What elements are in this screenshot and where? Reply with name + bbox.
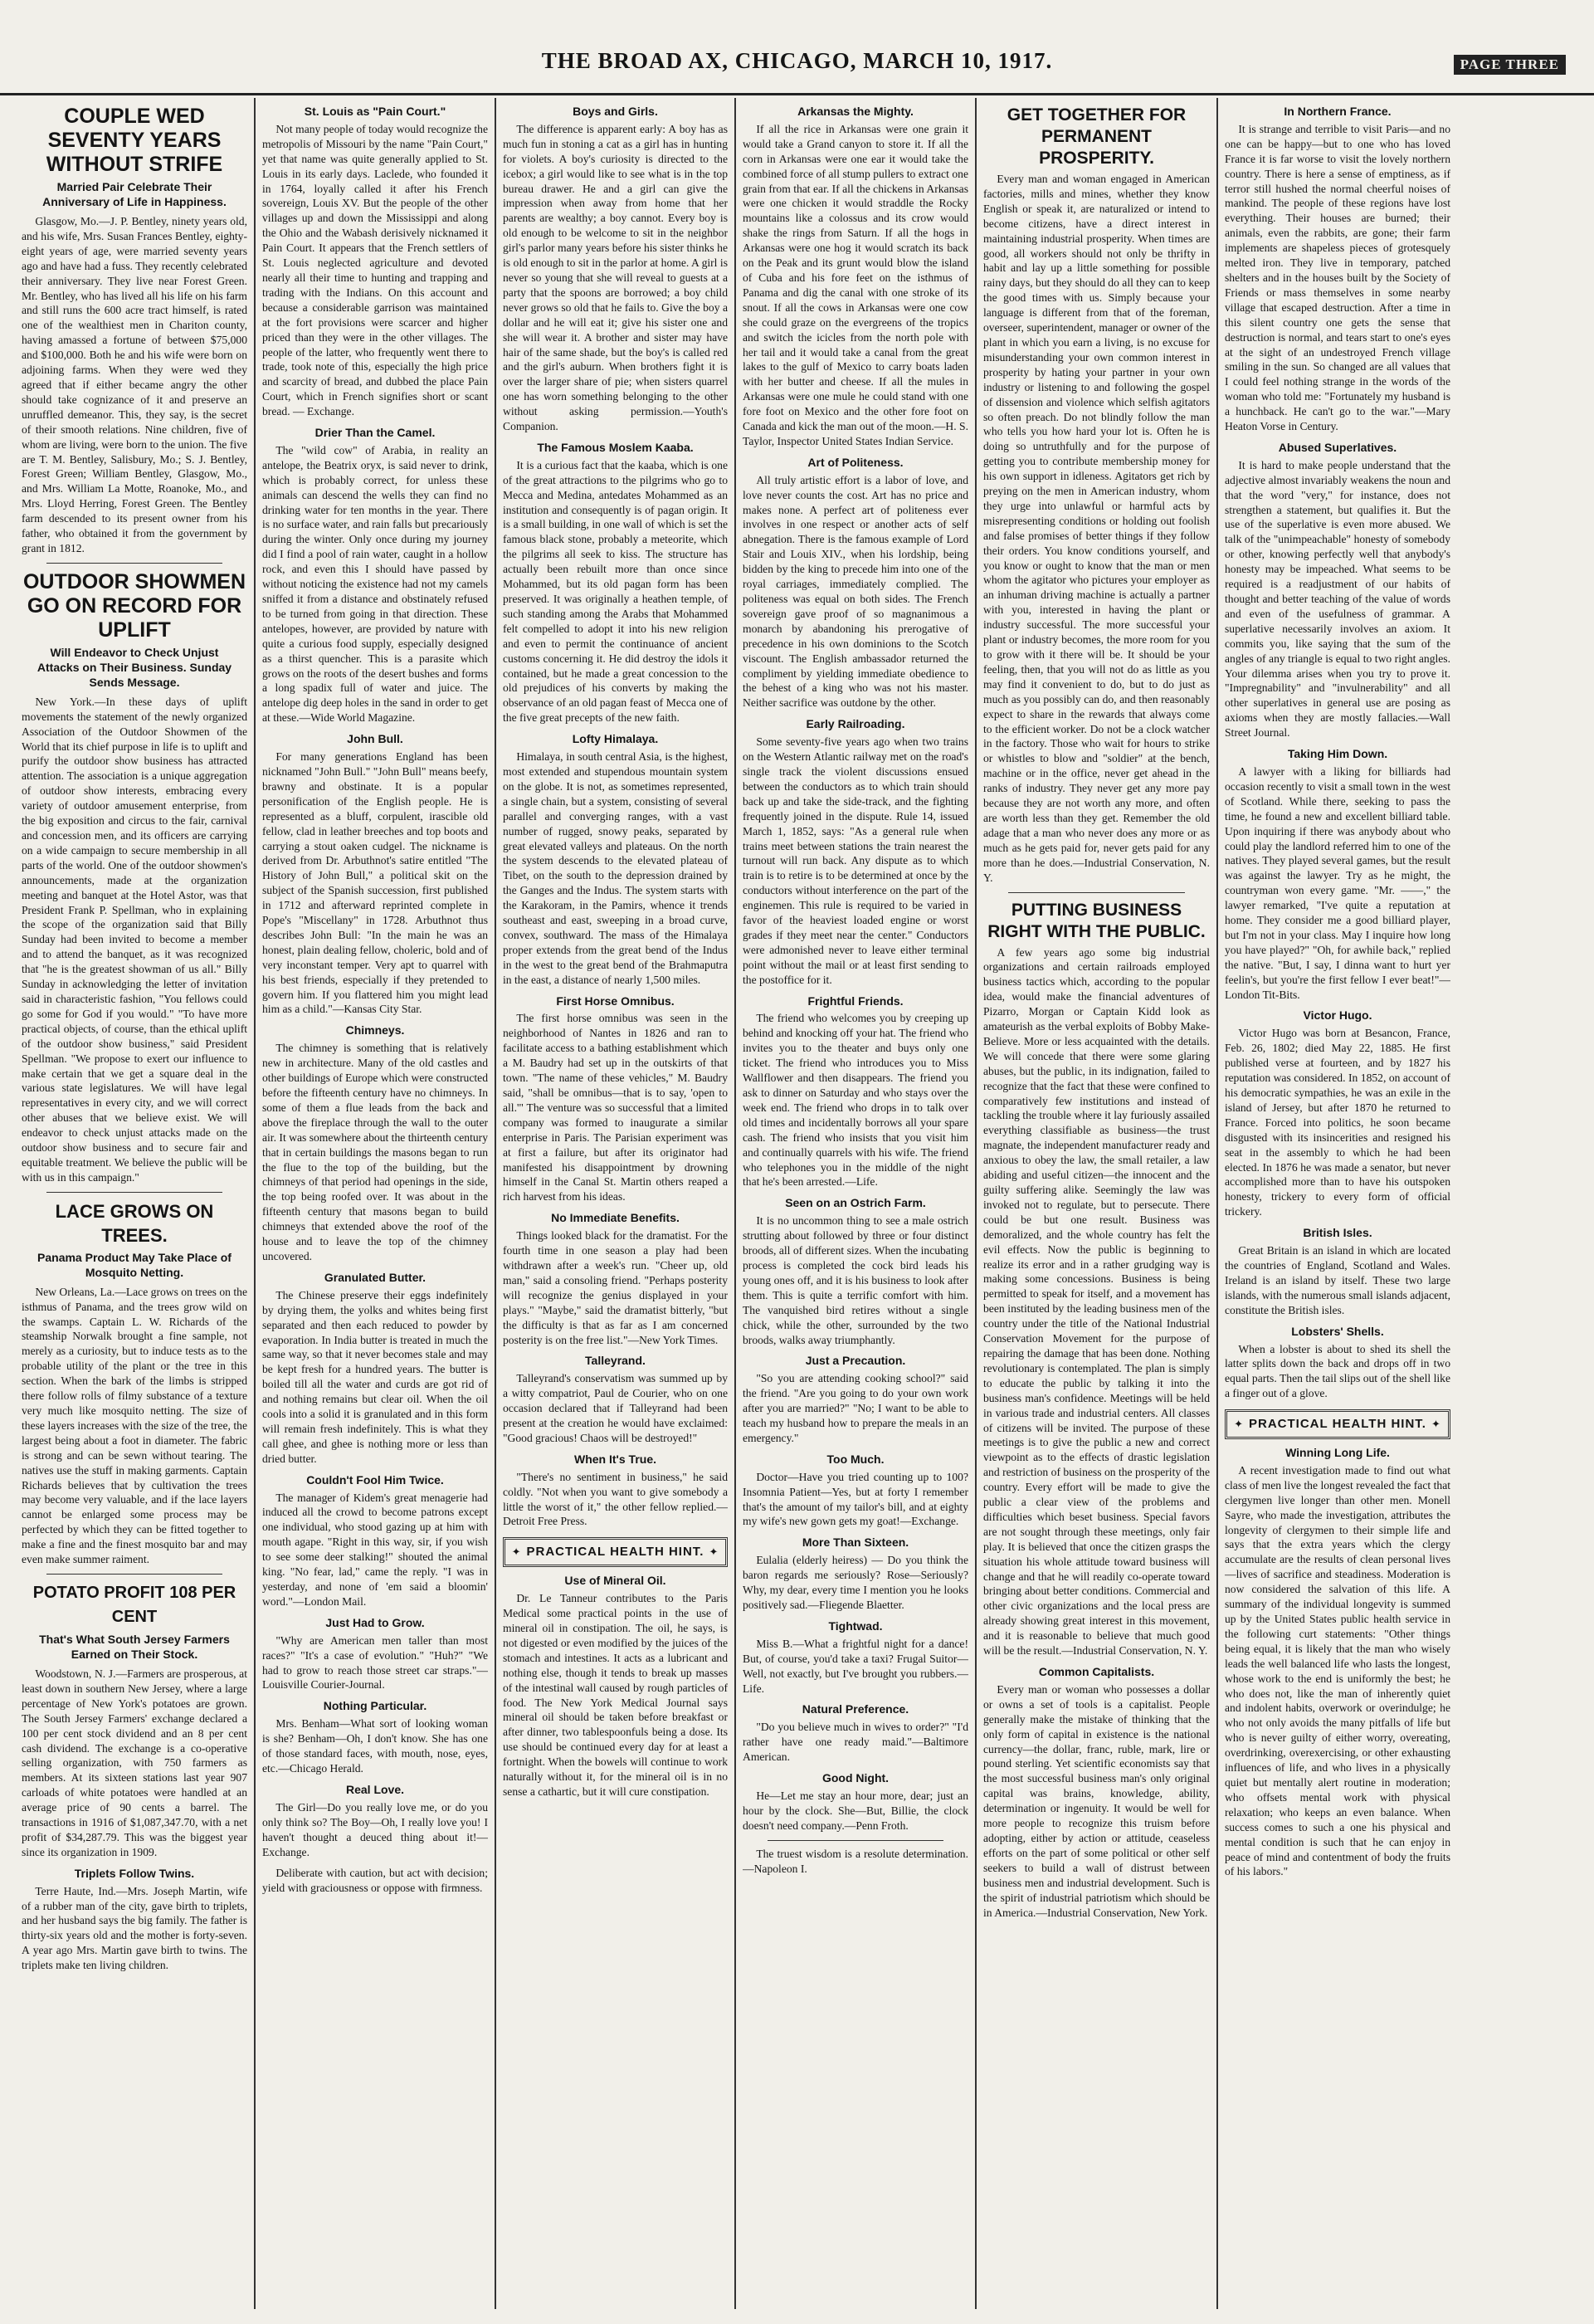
article-text: It is strange and terrible to visit Paris—and no one can be happy—but to one who has loved France it is far worse to visit the lovely northern country. There is here a sense of emptiness, as if terror still hushed the normal cheerful noises of mankind. The people of these regions have lost everything. Their houses are burned; their animals, even the rabbits, are gone; their farm implements are shapeless pieces of grotesquely melted iron. They live in temporary, patched shelters and in the houses built by the Society of Friends or mass themselves in some nearby village that escaped destruction. After a time in this silent country one gets the sense that destruction is normal, and tears start to one's eyes at the sight of an undestroyed French village smiling in the sun. So changed are all values that I could feel nothing strange in the words of the woman who told me: "Fortunately my husband is a hunchback. He can't go to the war."—Mary Heaton Vorse in Century. — [1225, 122, 1450, 433]
article-text: "There's no sentiment in business," he said coldly. "Not when you want to give somebody a little the worst of it," the other fellow replied.—Detroit Free Press. — [503, 1470, 728, 1528]
health-hint-box — [1225, 1409, 1450, 1439]
article — [1225, 1342, 1450, 1402]
article — [983, 945, 1210, 1659]
article-text: "So you are attending cooking school?" said the friend. "Are you going to do your own work after you are married?" "No; I want to be able to teach my husband how to prepare the meals in an emergency." — [743, 1372, 968, 1444]
article-text: For many generations England has been nicknamed "John Bull." "John Bull" means beefy, brawny and obstinate. It is a popular personification of the English people. He is represented as a bluff, corpulent, irascible old fellow, clad in leather breeches and top boots and carrying a stout oaken cudgel. The nickname is derived from Dr. Arbuthnot's satire entitled "The History of John Bull," a political skit on the subject of the Spanish succession, first published in 1712 and afterward reprinted complete in Pope's "Miscellany" in 1728. Arbuthnot thus describes John Bull: "In the main he was an honest, plain dealing fellow, choleric, bold and of very inconstant temper. Very apt to quarrel with his best friends, especially if they pretended to govern him. If you flattered him you might lead him as a child."—Kansas City Star. — [262, 750, 488, 1016]
headline: First Horse Omnibus. — [556, 994, 675, 1008]
article — [262, 1288, 488, 1467]
headline: No Immediate Benefits. — [551, 1211, 680, 1225]
article — [22, 1884, 247, 1973]
article-text: New Orleans, La.—Lace grows on trees on the isthmus of Panama, and the trees grow wild on the swamps. Captain L. W. Richards of the steamship Norwalk brought a fine sample, not merely as a curiosity, but to induce tests as to the probable utility of the plant or the tree in this section. When the bark of the limbs is stripped there follow rolls of filmy substance of a texture very much like mosquito netting. The size of these layers increases with the size of the tree, the largest being about a foot in diameter. The fabric is strong and can be sewn without tearing. The natives use the stuff in making garments. Captain Richards believes that by cultivation the trees may become very valuable, and if the lace layers cannot be enlarged some process may be perfected by which they can be fitted together to make a fine and the finest mosquito bar and may even make summer raiment. — [22, 1285, 247, 1566]
article — [983, 172, 1210, 886]
headline: Couldn't Fool Him Twice. — [306, 1472, 444, 1487]
article-text: He—Let me stay an hour more, dear; just an hour by the clock. She—But, Billie, the clock doesn't need company.—Penn Froth. — [743, 1789, 968, 1832]
article — [22, 214, 247, 556]
divider — [46, 1574, 222, 1575]
headline: Good Night. — [821, 1771, 890, 1785]
column-4 — [743, 98, 968, 2309]
headline: Abused Superlatives. — [1278, 440, 1397, 454]
column-3 — [503, 98, 728, 2309]
article-text: Glasgow, Mo.—J. P. Bentley, ninety years old, and his wife, Mrs. Susan Frances Bentley, eighty-eight years of age, were married seventy years ago and have had a fuss. They recently celebrated their anniversary. They live near Forest Green. Mr. Bentley, who has lived all his life on his farm and still runs the 600 acre tract himself, is rated one of the wealthiest men in Chariton county, having amassed a fortune of between $75,000 and $100,000. Both he and his wife were born on adjoining farms. When they were wed they agreed that if either became angry the other should take cognizance of it and preserve an unruffled demeanor. This, they say, is the secret of their smooth relations. Nine children, five of whom are living, were born to the union. The five are T. M. Bentley, Salisbury, Mo.; S. J. Bentley, Forest Green; William Bentley, Glasgow, Mo., and Mrs. William La Motte, Roanoke, Mo., and Mrs. Lloyd Herring, Forest Green. The Bentley farm descended to its present owner from his father, who obtained it from the government by grant in 1812. — [22, 215, 247, 554]
article-text: The "wild cow" of Arabia, in reality an antelope, the Beatrix oryx, is said never to drink, which is probably correct, for unless these animals can descend the wells they can find no drinking water for ten months in the year. There is no surface water, and rain falls but precariously during the winter. Only once during my journey did I find a pool of rain water, caught in a hollow rock, and even this I should have passed by without noticing the existence had not my camels sniffed it from a distance and obstinately refused to be turned from going in that direction. These antelopes, however, are provided by nature with quite a curious food supply, especially designed as a thirst quencher. This is a parasite which grows on the roots of the desert bushes and forms a long spadix full of water and juice. The antelope dig deep holes in the sand in order to get at these.—Wide World Magazine. — [262, 443, 488, 725]
column-rule — [254, 98, 256, 2309]
headline: Just Had to Grow. — [325, 1615, 425, 1629]
column-5 — [983, 98, 1210, 2309]
headline: Use of Mineral Oil. — [564, 1574, 666, 1588]
column-rule — [1216, 98, 1218, 2309]
divider — [1008, 892, 1185, 893]
article — [262, 1041, 488, 1264]
article-text: The first horse omnibus was seen in the neighborhood of Nantes in 1826 and ran to facilitate access to a bathing establishment which a M. Baudry had set up in the outskirts of that town. "The name of these vehicles," M. Baudry said, "shall be omnibus—that is to say, 'open to all.'" The venture was so successful that a limited company was formed to inaugurate a similar enterprise in Paris. The Parisian experiment was at first a failure, but after its originator had manifested his disappointment by drowning himself in the Canal St. Martin others reaped a rich harvest from his ideas. — [503, 1012, 728, 1204]
subheadline: Will Endeavor to Check Unjust Attacks on Their Business. Sunday Sends Message. — [37, 645, 232, 689]
article-text: Every man or woman who possesses a dollar or owns a set of tools is a capitalist. People generally make the mistake of thinking that the only form of capital in existence is the national currency—the dollar, franc, ruble, mark, lire or pound sterling. Yet scientific economists say that the most successful business man's only original capital was brains, knowledge, ability, determination or ingenuity. It would be well for more people to recognize this truism before adopting, either by action or attitude, ceaseless efforts on the part of some political or other self seekers to build a wall of distrust between business men and industrial development. Such is the spirit of industrial patriotism which should be in America.—Industrial Conservation, New York. — [983, 1682, 1210, 1919]
article — [262, 1716, 488, 1776]
article — [22, 1285, 247, 1567]
headline: Real Love. — [345, 1782, 405, 1796]
article-text: A few years ago some big industrial organizations and certain railroads employed business tactics which, according to the popular idea, would make the financial adventures of Pizarro, Morgan or Captain Kidd look as amateurish as the verbal exploits of Bobby Make-Believe. More or less acquainted with the details. We will concede that there were some glaring abuses, but the public, in its indignation, failed to recognize that the fact that these were confined to comparatively few institutions and instead of tackling the trouble where it lay furiously assailed everything classifiable as business—the trust magnate, the independent manufacturer ready and anxious to obey the law, the small retailer, a law abiding and useful citizen—the innocent and the guilty suffering alike. Seemingly the law was invoked not to regulate, but to persecute. There could be but one result. Business was demoralized, and the whole country has felt the evil effects. Now the public is beginning to realize its error and in a rather grudging way is making some concessions. Business is being permitted to speak for itself, and a movement has been instituted by the leading business men of the country under the title of the National Industrial Conservation Movement for the purpose of repairing the damage that has been done. Nothing revolutionary is contemplated. The plan is simply to educate the public by talking it into the business man's confidence. Meetings will be held in various trade and industrial centers. All classes of citizens will be invited. The purpose of these meetings is to give the public a new and correct viewpoint as to the effects of drastic legislation and restriction of business on the prosperity of the country. Every effort will be made to give the public a clear view of the problems and difficulties which beset business. Special favors are not sought through these meetings, only fair play. It is believed that once the citizen grasps the situation his whole attitude toward business will change and that he will readily co-operate toward bringing about better conditions. Commercial and other civic organizations and the local press are already showing great interest in this movement, and it is reasonable to believe that much good will be the result.—Industrial Conservation, N. Y. — [983, 945, 1210, 1658]
column-rule — [975, 98, 977, 2309]
article-text: A lawyer with a liking for billiards had occasion recently to visit a small town in the west of Scotland. While there, seeking to pass the time, he found a new and excellent billiard table. Upon inquiring if there was anybody about who could play the landlord referred him to one of the natives. They played several games, but the result was against the lawyer. Try as he might, the countryman won every game. "Mr. ——," the lawyer remarked, "I've quite a reputation at home. They consider me a good billiard player, but I'm not in your class. May I inquire how long you have played?" "Oh, for awhile back," replied the native. "But, I say, I dinna want to hurt yer feelin's, but you're the first fellow I ever beat!"—London Tit-Bits. — [1225, 764, 1450, 1001]
article — [262, 443, 488, 725]
article-text: Himalaya, in south central Asia, is the highest, most extended and stupendous mountain system on the globe. It is not, as sometimes represented, a single chain, but a system, consisting of several parallel and converging ranges, with a vast number of rugged, snowy peaks, separated by great elevated valleys and plateaus. On the north the system descends to the elevated plateau of Tibet, on the south to the depression drained by the Ganges and the Indus. The system starts with the Karakoram, in the Pamirs, whence it trends southeast and east, sweeping in a broad curve, convex, southward. The mass of the Himalaya proper extends from the great bend of the Indus in the west to the great bend of the Brahmaputra in the east, a distance of nearly 1,500 miles. — [503, 750, 728, 986]
article-text: Woodstown, N. J.—Farmers are prosperous, at least down in southern New Jersey, where a large percentage of New York's potatoes are grown. The South Jersey Farmers' exchange declared a 100 per cent stock dividend and an 8 per cent cash dividend. The exchange is a co-operative selling organization, with 750 farmers as members. At its sixteen stations last year 907 carloads of white potatoes were handled at an average price of 90 cents a barrel. The transactions in 1916 of $1,087,347.70, with a net profit of $34,287.79. This was the biggest year since its organization in 1909. — [22, 1667, 247, 1858]
column-6 — [1225, 98, 1450, 2309]
article — [1225, 1026, 1450, 1219]
headline: Seen on an Ostrich Farm. — [785, 1196, 926, 1210]
article-text: Deliberate with caution, but act with decision; yield with graciousness or oppose with firmness. — [262, 1867, 488, 1895]
article — [503, 1371, 728, 1446]
article — [262, 1633, 488, 1693]
divider — [768, 1840, 943, 1841]
article-text: Victor Hugo was born at Besancon, France, Feb. 26, 1802; died May 22, 1885. He first published verse at fourteen, and by 1827 his reputation was considered. In 1852, on account of his democratic sympathies, he was an exile in the island of Jersey, but after 1870 he returned to France. Forced into politics, he soon became disgusted with its insincerities and resigned his seat in the assembly to which he had been elected. In 1876 he was made a senator, but never accomplished more than to have his outspoken honesty, trickery to every form of official trickery. — [1225, 1027, 1450, 1218]
subheadline: Panama Product May Take Place of Mosquito Netting. — [37, 1250, 232, 1279]
article-text: "Do you believe much in wives to order?" "I'd rather have one ready maid."—Baltimore American. — [743, 1721, 968, 1764]
article-text: Eulalia (elderly heiress) — Do you think the baron regards me seriously? Rose—Seriously? Why, my dear, every time I mention you he looks positively sad.—Fliegende Blaetter. — [743, 1554, 968, 1611]
article — [262, 1491, 488, 1609]
article-text: New York.—In these days of uplift movements the statement of the newly organized Association of the Outdoor Showmen of the World that its chief purpose in life is to uplift and purify the outdoor show business has attracted attention. The association is a unique aggregation of outdoor show interests, embracing every variety of outdoor amusement enterprise, from the big exposition and circus to the fair, carnival and concession men, and its officers are carrying on a wide campaign to secure membership in all parts of the world. One of the outdoor showmen's announcements, made at the organization meeting and banquet at the Hotel Astor, was that President Frank P. Spellman, who in explaining the scope of the organization said that Billy Sunday had been invited to become a member and to attend the banquet, as it was recognized that "he is the greatest showman of us all." Billy Sunday in acknowledging the letter of invitation said in characteristic fashion, "You fellows could go some for God if you would." "To have more practical objects, of course, than the ethical uplift of the outdoor show business," said President Spellman. "We propose to exert our influence to make certain that we get a square deal in the various state legislatures. We will have legal representatives in every city, and we will correct other abuses that we believe exist. We will endeavor to check unjust attacks made on the outdoor show business and to secure fair and equitable treatment. We believe the public will be with us in this campaign." — [22, 695, 247, 1184]
star-icon: ✦ — [709, 1545, 719, 1559]
headline: In Northern France. — [1284, 105, 1392, 118]
column-1 — [22, 98, 247, 2309]
article-text: Things looked black for the dramatist. For the fourth time in one season a play had been withdrawn after a week's run. "Cheer up, old man," said a consoling friend. "Perhaps posterity will recognize the genius displayed in your plays." "Maybe," said the dramatist bitterly, "but the difficulty is that as far as I am concerned posterity is on the free list."—New York Times. — [503, 1229, 728, 1346]
headline: Chimneys. — [345, 1023, 405, 1038]
headline: Taking Him Down. — [1287, 747, 1388, 761]
divider — [46, 1192, 222, 1193]
article — [1225, 1243, 1450, 1318]
headline: When It's True. — [573, 1452, 656, 1466]
article — [22, 1667, 247, 1860]
headline: GET TOGETHER FOR PERMANENT PROSPERITY. — [1007, 105, 1187, 168]
article — [262, 122, 488, 419]
box-title: PRACTICAL HEALTH HINT. — [1249, 1417, 1426, 1432]
article-text: Great Britain is an island in which are located the countries of England, Scotland and Wales. Ireland is an island by itself. These two large islands, with the numerous small islands adjacent, constitute the British isles. — [1225, 1244, 1450, 1316]
article — [503, 458, 728, 725]
article-text: Miss B.—What a frightful night for a dance! But, of course, you'd take a taxi? Frugal Suitor—Well, not exactly, but I've brought you rubbers.—Life. — [743, 1637, 968, 1695]
masthead-title: THE BROAD AX, CHICAGO, MARCH 10, 1917. — [541, 48, 1053, 73]
star-icon: ✦ — [1234, 1418, 1245, 1431]
subheadline: Married Pair Celebrate Their Anniversary of Life in Happiness. — [42, 180, 227, 208]
article-text: Every man and woman engaged in American factories, mills and mines, whether they know English or speak it, are naturalized or intend to become citizens, have a direct interest in maintaining industrial prosperity. When times are good, all workers should not only be thrifty in habit and lay up a little something for possible rainy days, but they should do all they can to keep the good times with us. Simply because your language is different from that of the foreman, overseer, superintendent, manager or owner of the plant in which you earn a living, is no excuse for misunderstanding your own common interest in prosperity by hating your partner in your own industry or listening to and following the gospel of dissension and violence which selfish agitators so often preach. Do not blindly follow the man who tells you how hard your lot is. Often he is doing so untruthfully and for the purpose of getting you to contribute membership money for his own support in idleness. Agitators get rich by preying on the men in American industry, whom they urge into unlawful or harmful acts by misrepresenting conditions or holding out foolish and false promises of better things if they follow their orders. You know conditions yourself, and you know or ought to know that the man or men whom the agitator who pictures your employer as an inhuman driving machine is actually a partner with you, interested in having the plant or industry successful. The more successful your plant or industry becomes, the more room for you to grow with it there will be. It should be your feeling, then, that you will not do as little as you may find it convenient to do, but to do just as much as you possibly can do, and then reasonably expect to share in the rewards that always come to the efficient worker. Do not be a clock watcher in the factory. Those who wait for hours to strike or whistles to blow and "soldier" at the bench, machine or in the office, never get ahead in the ranks of industry. They never get any more pay because they are not worth any more, and often are worth less than they get. Remember the old adage that a man who never does any more or as much as he gets paid for, never gets paid for any more than he does.—Industrial Conservation, N. Y. — [983, 173, 1210, 884]
headline: Too Much. — [826, 1452, 885, 1466]
article — [743, 1789, 968, 1833]
health-hint-box — [503, 1537, 728, 1567]
article — [1225, 458, 1450, 740]
article-text: "Why are American men taller than most races?" "It's a case of evolution." "Huh?" "We had to grow to reach those street car straps."—Louisville Courier-Journal. — [262, 1633, 488, 1692]
star-icon: ✦ — [1431, 1418, 1441, 1431]
headline: Early Railroading. — [806, 717, 905, 731]
article — [743, 1011, 968, 1189]
headline: More Than Sixteen. — [802, 1536, 909, 1550]
page-number: PAGE THREE — [1454, 55, 1566, 75]
article — [743, 122, 968, 449]
headline: Common Capitalists. — [1038, 1665, 1155, 1678]
article — [1225, 1463, 1450, 1879]
headline: COUPLE WED SEVENTY YEARS WITHOUT STRIFE — [46, 105, 223, 176]
headline: British Isles. — [1303, 1226, 1372, 1240]
article — [743, 1553, 968, 1613]
article-text: All truly artistic effort is a labor of love, and love never counts the cost. Art has no price and makes none. A perfect art of politeness ever involves in one respect or another acts of self abnegation. There is the famous example of Lord Stair and Louis XIV., when his lordship, being bidden by the king to precede him into one of the royal carriages, immediately complied. The politeness was equal on both sides. The French sovereign gave proof of so magnanimous a monarch by abandoning his prerogative of precedence in his own dominions to the Scotch viscount. The English ambassador returned the compliment by yielding immediate obedience to the behest of a king who was not his master. Neither sacrifice was outdone by the other. — [743, 473, 968, 710]
article-text: Doctor—Have you tried counting up to 100? Insomnia Patient—Yes, but at forty I remember that's the amount of my tailor's bill, and at eighty my wife's new gown gets my goat!—Exchange. — [743, 1470, 968, 1528]
article — [262, 1800, 488, 1860]
article-text: Talleyrand's conservatism was summed up by a witty compatriot, Paul de Courier, who on one occasion declared that if Talleyrand had been present at the creation he would have exclaimed: "Good gracious! Chaos will be destroyed!" — [503, 1372, 728, 1444]
article-text: The friend who welcomes you by creeping up behind and knocking off your hat. The friend who invites you to the theater and buys only one ticket. The friend who introduces you to Miss Wallflower and then disappears. The friend you ask to dinner on Saturday and who stays over the week end. The friend who drops in to talk over old times and incidentally borrows all your spare cash. The friend who insists that you visit him and continually quarrels with his wife. The friend who telephones you in the middle of the night that he's been arrested.—Life. — [743, 1012, 968, 1189]
headline: Victor Hugo. — [1303, 1008, 1372, 1023]
divider — [46, 563, 222, 564]
article — [1225, 122, 1450, 434]
article — [983, 1682, 1210, 1921]
article — [1225, 764, 1450, 1003]
article — [503, 122, 728, 434]
article — [743, 1847, 968, 1877]
article-text: It is no uncommon thing to see a male ostrich strutting about followed by three or four distinct broods, all of different sizes. When the incubating process is completed the cock bird leads his young ones off, and it is his business to look after them. This is quite a terrific comfort with him. The vanquished bird retires without a single chick, while the other, surrounded by the two broods, walks away triumphantly. — [743, 1214, 968, 1346]
article — [743, 1371, 968, 1446]
headline: POTATO PROFIT 108 PER CENT — [32, 1583, 236, 1626]
headline: Triplets Follow Twins. — [74, 1866, 195, 1880]
article-text: The chimney is something that is relatively new in architecture. Many of the old castles and other buildings of Europe which were constructed before the fifteenth century have no chimneys. In some of them a flue leads from the back and above the fireplace through the wall to the outer air. It was somewhere about the thirteenth century that in certain buildings the masons began to run the flue to the top of the building, but the chimneys of that period had openings in the side, the top being roofed over. It was about in the fifteenth century that masons began to build chimneys that extended above the roof of the house and to leave the top of the chimney uncovered. — [262, 1042, 488, 1262]
article — [503, 749, 728, 988]
headline: St. Louis as "Pain Court." — [304, 105, 446, 118]
article-text: Dr. Le Tanneur contributes to the Paris Medical some practical points in the use of mineral oil in constipation. The oil, he says, is not digested or even modified by the juices of the stomach and intestines. It acts as a lubricant and nothing else, though it tends to break up masses of the intestinal wall caused by rough particles of food. The New York Medical Journal says mineral oil should be taken before breakfast or after dinner, two tablespoonfuls being a dose. Its use should be continued every day for at least a fortnight. When the bowels will continue to work naturally without it, for the mineral oil is in no sense a cathartic, but it will cure constipation. — [503, 1592, 728, 1798]
headline: Winning Long Life. — [1285, 1446, 1390, 1460]
column-rule — [734, 98, 736, 2309]
article — [503, 1470, 728, 1530]
headline: PUTTING BUSINESS RIGHT WITH THE PUBLIC. — [987, 900, 1206, 941]
article — [262, 749, 488, 1017]
article — [503, 1011, 728, 1204]
article — [743, 1720, 968, 1765]
article-text: It is hard to make people understand that the adjective almost invariably weakens the noun and that the word "very," for instance, does not strengthen a statement, but qualifies it. But the use of the superlative is even more abused. We talk of the "unimpeachable" honesty of somebody or other, knowing perfectly well that anybody's honesty may be impeached. What seems to be required is a readjustment of our habits of thought and better teaching of the value of words and even of the usefulness of grammar. A superlative necessarily involves an axiom. It commits you, like saying that the sum of the angles of any triangle is equal to two right angles. Your dilemma arises when you try to prove it. "Impregnability" and "invulnerability" and all other superlatives in general use are posing as axioms when they are mostly fallacies.—Wall Street Journal. — [1225, 458, 1450, 740]
headline: Arkansas the Mighty. — [797, 105, 914, 118]
headline: LACE GROWS ON TREES. — [55, 1200, 214, 1246]
headline: Nothing Particular. — [323, 1699, 427, 1713]
subheadline: That's What South Jersey Farmers Earned on Their Stock. — [39, 1632, 230, 1661]
masthead — [0, 0, 1594, 95]
headline: Tightwad. — [828, 1618, 883, 1633]
article-text: Mrs. Benham—What sort of looking woman is she? Benham—Oh, I don't know. She has one of those standard faces, with mouth, nose, eyes, etc.—Chicago Herald. — [262, 1717, 488, 1775]
article — [743, 473, 968, 711]
article-text: Some seventy-five years ago when two trains on the Western Atlantic railway met on the road's single track the violent discussions ensued between the conductors as to which train should back up and take the side-track, and the fighting frequently joined in the dispute. Rule 14, issued March 1, 1852, says: "As a general rule when trains meet between stations the train nearest the turnout will run back. Any dispute as to which train is to retire is to be determined at once by the conductors without interference on the part of the enginemen. This rule is required to be varied in favor of the heaviest loaded engine or worst grades if they meet near the center." Conductors were admonished never to leave either terminal point without the mail or at least first sending to the postoffice for it. — [743, 735, 968, 986]
article — [743, 1470, 968, 1530]
headline: Drier Than the Camel. — [314, 426, 436, 440]
article — [743, 1637, 968, 1697]
headline: Art of Politeness. — [807, 455, 904, 469]
article — [743, 1213, 968, 1347]
article — [743, 735, 968, 987]
headline: Boys and Girls. — [573, 105, 658, 118]
headline: Lobsters' Shells. — [1291, 1324, 1384, 1338]
headline: Lofty Himalaya. — [572, 732, 659, 746]
article-text: The difference is apparent early: A boy has as much fun in stoning a cat as a girl has in hunting for violets. A boy's curiosity is directed to the icebox; a girl would like to see what is in the top bureau drawer. He and a girl can give the impression when away from home that her parents are wealthy; a boy cannot. Every boy is old enough to be welcome to sit in the neighbor girl's parlor many years before his sister thinks he is old enough to sit in the parlor at home. A girl is never so young that she will reveal to guests at a party that the spoons are borrowed; a boy child never grows so old that he fails to. Give the boy a dollar and he will eat it; give his sister one and she will wear it. A brother and sister may have hair of the same shade, but the boy's is called red and the girl's auburn. When brothers fight it is over the larger share of pie; when sisters quarrel one has worn something belonging to the other without asking permission.—Youth's Companion. — [503, 122, 728, 433]
headline: The Famous Moslem Kaaba. — [537, 440, 694, 454]
article-text: When a lobster is about to shed its shell the latter splits down the back and drops off in two equal parts. Then the tail slips out of the shell like a finger out of a glove. — [1225, 1342, 1450, 1400]
article-text: The manager of Kidem's great menagerie had induced all the crowd to become patrons except one individual, who stood gazing up at him with mouth agape. "Right in this way, sir, if you wish to see some deer stalking!" shouted the animal king. "No fear, lad," came the reply. "I was in yesterday, and none of 'em said a bloomin' word."—London Mail. — [262, 1491, 488, 1608]
article-text: Not many people of today would recognize the metropolis of Missouri by the name "Pain Court," yet that name was quite generally applied to St. Louis in its early days. Laclede, who founded it in 1764, loyally called it after his French sovereign, Louis XV. But the people of the other villages up and down the Mississippi and along the Ohio and the Wabash derisively nicknamed it Pain Court. It appears that the French settlers of St. Louis neglected agriculture and devoted nearly all their time to hunting and trapping and trading with the Indians. On this account and because a considerable garrison was maintained at the fort provisions were scarcer and higher priced than they were in the other villages. The people of the latter, who frequently went there to trade, took note of this, especially the high price and scarcity of bread, and dubbed the place Pain Court, which in French signifies short or scant bread. — Exchange. — [262, 122, 488, 418]
headline: Just a Precaution. — [805, 1354, 906, 1368]
headline: OUTDOOR SHOWMEN GO ON RECORD FOR UPLIFT — [22, 569, 246, 642]
article — [262, 1866, 488, 1896]
article-text: If all the rice in Arkansas were one grain it would take a Grand canyon to store it. If all the corn in Arkansas were one ear it would take the combined force of all stump pullers to extract one grain from that ear. If all the chickens in Arkansas were one chicken it would straddle the Rocky mountains like a colossus and its crow would shake the rings from Saturn. If all the hogs in Arkansas were one hog it would scratch its back on the Peak and its grunt would blow the island of Cuba and his fore feet on the isthmus of Panama and dig the canal with one stroke of its snout. If all the cows in Arkansas were one cow she could graze on the evergreens of the tropics and switch the icicles from the north pole with her tail and it would take a canal from the great lakes to the gulf of Mexico to carry boats laden with her butter and cheese. If all the mules in Arkansas were one mule he could stand with one fore foot on Mexico and the other fore foot on Canada and kick the man out of the moon.—H. S. Taylor, Inspector United States Indian Service. — [743, 122, 968, 447]
article — [503, 1228, 728, 1347]
article-text: Terre Haute, Ind.—Mrs. Joseph Martin, wife of a rubber man of the city, gave birth to triplets, and her husband says the big family. The father is thirty-six years old and the mother is forty-seven. A year ago Mrs. Martin gave birth to twins. The triplets make ten living children. — [22, 1884, 247, 1972]
article-text: The Girl—Do you really love me, or do you only think so? The Boy—Oh, I really love you! I haven't thought a deuced thing about it!—Exchange. — [262, 1800, 488, 1858]
headline: Talleyrand. — [585, 1354, 646, 1368]
star-icon: ✦ — [511, 1545, 522, 1559]
headline: Frightful Friends. — [807, 994, 904, 1008]
article-text: The truest wisdom is a resolute determination.—Napoleon I. — [743, 1847, 968, 1875]
column-rule — [495, 98, 496, 2309]
article-text: The Chinese preserve their eggs indefinitely by drying them, the yolks and whites being first separated and then each reduced to powder by evaporation. In India butter is treated in much the same way, so that it never becomes stale and may be kept fresh for a hundred years. The butter is boiled till all the water and curds are got rid of and nothing remains but clear oil. When the oil cools into a solid it is granulated and in this form will remain fresh indefinitely. This is what they call ghee, and ghee is nothing more or less than dried butter. — [262, 1288, 488, 1465]
article — [22, 695, 247, 1185]
column-2 — [262, 98, 488, 2309]
article-text: It is a curious fact that the kaaba, which is one of the great attractions to the pilgrims who go to Mecca and Medina, antedates Mohammed as an institution and consequently is of pagan origin. It is a small building, in one wall of which is set the famous black stone, probably a meteorite, which the pilgrims all seek to kiss. The structure has actually been rebuilt more than once since Mohammed, but its old pagan form has been preserved. It was originally a heathen temple, of such standing among the Arabs that Mohammed felt compelled to adopt it into his new religion and even to permit the continuance of ancient customs concerning it. He did destroy the idols it contained, but he made a great concession to the old prejudices of his converts by making the observance of an old pagan feast of Mecca one of the five great precepts of the new faith. — [503, 458, 728, 725]
article-text: A recent investigation made to find out what class of men live the longest revealed the fact that clergymen live longer than other men. Monell Sayre, who made the investigation, attributes the longevity of clergymen to their simple life and says that the extra years which the clergy accumulate are the results of clean personal lives—lives of sacrifice and steadiness. Moderation is now considered the salvation of this life. A summary of the individual longevity is summed up by the United States public health service in the following curt statements: "Other things being equal, it is likely that the man who wisely leads the well balanced life who lasts the longest, whose work to the end is uniformly the best; he who does not, like the man of inherently quiet and indolent habits, overwork or overindulge; he who not only avoids the many pitfalls of life but who is never guilty of either worry, overeating, overdrinking, overexercising, or other exhausting influences of life, and who lives in a physically quiet but mentally alert routine in moderation; who offsets mental work with physical relaxation; who keeps an even balance. When success comes to such a one his physical and mental condition is such that he can enjoy in peace of mind and contentment of body the fruits of his labors." — [1225, 1463, 1450, 1878]
box-title: PRACTICAL HEALTH HINT. — [526, 1545, 704, 1560]
article — [503, 1591, 728, 1799]
headline: Granulated Butter. — [324, 1270, 427, 1284]
headline: John Bull. — [347, 732, 403, 746]
headline: Natural Preference. — [802, 1702, 909, 1716]
